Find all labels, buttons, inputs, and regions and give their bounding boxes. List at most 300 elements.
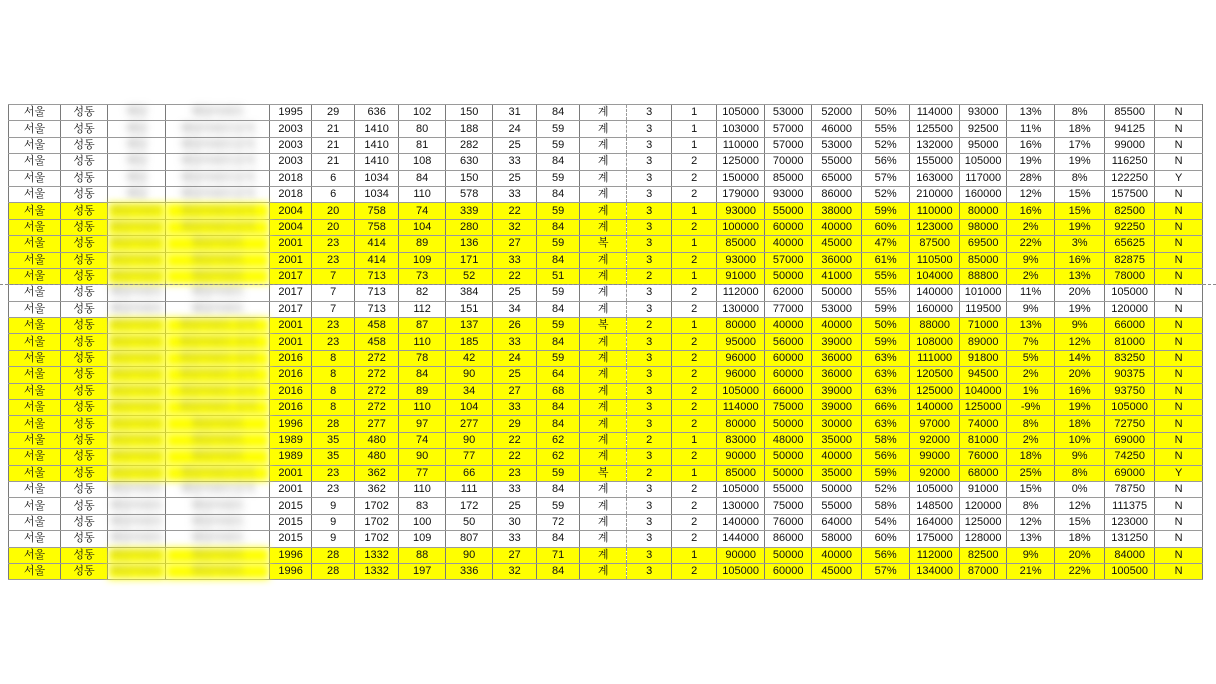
cell-age[interactable]: 9: [312, 514, 355, 530]
cell-floors[interactable]: 27: [493, 236, 537, 252]
cell-type[interactable]: 계: [580, 203, 627, 219]
cell-type[interactable]: 계: [580, 400, 627, 416]
cell-rooms[interactable]: 3: [627, 400, 672, 416]
cell-price3[interactable]: 55000: [812, 154, 862, 170]
cell-price4[interactable]: 110000: [910, 203, 960, 219]
cell-name1[interactable]: 해당아파트: [108, 236, 166, 252]
cell-price1[interactable]: 90000: [717, 449, 765, 465]
cell-price5[interactable]: 74000: [960, 416, 1007, 432]
cell-rooms[interactable]: 2: [627, 318, 672, 334]
cell-city[interactable]: 서울: [9, 121, 61, 137]
cell-floors[interactable]: 23: [493, 465, 537, 481]
cell-age[interactable]: 29: [312, 105, 355, 121]
cell-age[interactable]: 23: [312, 334, 355, 350]
cell-price6[interactable]: 157500: [1105, 186, 1155, 202]
cell-name2[interactable]: 해당아파트: [166, 416, 270, 432]
cell-ratio1[interactable]: 59%: [862, 301, 910, 317]
cell-name1[interactable]: 해당아파트: [108, 203, 166, 219]
cell-price5[interactable]: 125000: [960, 400, 1007, 416]
cell-price2[interactable]: 62000: [765, 285, 812, 301]
cell-households[interactable]: 758: [355, 219, 399, 235]
cell-city[interactable]: 서울: [9, 268, 61, 284]
cell-city[interactable]: 서울: [9, 137, 61, 153]
cell-households[interactable]: 1332: [355, 547, 399, 563]
cell-age[interactable]: 6: [312, 186, 355, 202]
cell-pct2[interactable]: 20%: [1055, 285, 1105, 301]
cell-city[interactable]: 서울: [9, 400, 61, 416]
cell-price4[interactable]: 163000: [910, 170, 960, 186]
cell-price5[interactable]: 98000: [960, 219, 1007, 235]
cell-age[interactable]: 7: [312, 301, 355, 317]
cell-type[interactable]: 계: [580, 170, 627, 186]
cell-price4[interactable]: 140000: [910, 285, 960, 301]
cell-price5[interactable]: 120000: [960, 498, 1007, 514]
cell-price5[interactable]: 76000: [960, 449, 1007, 465]
cell-name2[interactable]: 해당아파트단지: [166, 219, 270, 235]
cell-dong[interactable]: 성동: [61, 465, 108, 481]
cell-dong[interactable]: 성동: [61, 531, 108, 547]
cell-pct2[interactable]: 18%: [1055, 416, 1105, 432]
cell-year[interactable]: 2001: [270, 465, 312, 481]
cell-name2[interactable]: 해당아파트: [166, 285, 270, 301]
cell-name2[interactable]: 해당아파트단지: [166, 170, 270, 186]
cell-name1[interactable]: 해당아파트: [108, 547, 166, 563]
cell-pct2[interactable]: 17%: [1055, 137, 1105, 153]
cell-name2[interactable]: 해당아파트: [166, 105, 270, 121]
cell-ratio1[interactable]: 47%: [862, 236, 910, 252]
cell-pct2[interactable]: 10%: [1055, 432, 1105, 448]
cell-pct1[interactable]: 9%: [1007, 252, 1055, 268]
cell-dong[interactable]: 성동: [61, 301, 108, 317]
cell-pct1[interactable]: 11%: [1007, 285, 1055, 301]
cell-ratio1[interactable]: 57%: [862, 563, 910, 579]
cell-floors[interactable]: 33: [493, 252, 537, 268]
cell-year[interactable]: 2015: [270, 514, 312, 530]
cell-rooms[interactable]: 3: [627, 334, 672, 350]
cell-pct2[interactable]: 3%: [1055, 236, 1105, 252]
cell-pct2[interactable]: 9%: [1055, 449, 1105, 465]
cell-price4[interactable]: 97000: [910, 416, 960, 432]
cell-area_m2[interactable]: 84: [399, 367, 446, 383]
cell-price6[interactable]: 83250: [1105, 350, 1155, 366]
cell-type[interactable]: 계: [580, 547, 627, 563]
cell-area_m2[interactable]: 90: [399, 449, 446, 465]
cell-pct2[interactable]: 14%: [1055, 350, 1105, 366]
cell-age[interactable]: 21: [312, 154, 355, 170]
cell-floors[interactable]: 33: [493, 334, 537, 350]
cell-price5[interactable]: 68000: [960, 465, 1007, 481]
cell-price1[interactable]: 140000: [717, 514, 765, 530]
cell-name2[interactable]: 해당아파트단지: [166, 186, 270, 202]
cell-flag[interactable]: N: [1155, 219, 1203, 235]
cell-households[interactable]: 480: [355, 449, 399, 465]
cell-pct1[interactable]: 13%: [1007, 531, 1055, 547]
cell-year[interactable]: 1989: [270, 449, 312, 465]
cell-area_py[interactable]: 84: [537, 563, 580, 579]
cell-year[interactable]: 2015: [270, 531, 312, 547]
cell-area_py[interactable]: 84: [537, 481, 580, 497]
cell-area_m2[interactable]: 197: [399, 563, 446, 579]
cell-pct1[interactable]: 9%: [1007, 301, 1055, 317]
cell-area_m2[interactable]: 112: [399, 301, 446, 317]
cell-price2[interactable]: 50000: [765, 465, 812, 481]
cell-ratio1[interactable]: 63%: [862, 367, 910, 383]
cell-ratio1[interactable]: 55%: [862, 268, 910, 284]
cell-floors[interactable]: 30: [493, 514, 537, 530]
cell-rooms[interactable]: 3: [627, 203, 672, 219]
cell-flag[interactable]: N: [1155, 449, 1203, 465]
cell-price3[interactable]: 58000: [812, 531, 862, 547]
cell-age[interactable]: 23: [312, 318, 355, 334]
cell-age[interactable]: 8: [312, 400, 355, 416]
cell-dong[interactable]: 성동: [61, 252, 108, 268]
cell-ratio1[interactable]: 55%: [862, 285, 910, 301]
cell-floors[interactable]: 32: [493, 563, 537, 579]
cell-price2[interactable]: 55000: [765, 203, 812, 219]
cell-name1[interactable]: 해당: [108, 105, 166, 121]
cell-pct2[interactable]: 8%: [1055, 105, 1105, 121]
cell-area_py[interactable]: 59: [537, 318, 580, 334]
cell-price4[interactable]: 88000: [910, 318, 960, 334]
cell-households[interactable]: 414: [355, 236, 399, 252]
cell-floors[interactable]: 22: [493, 432, 537, 448]
cell-name2[interactable]: 해당아파트단지: [166, 137, 270, 153]
cell-name2[interactable]: 해당아파트 단지: [166, 400, 270, 416]
cell-price4[interactable]: 104000: [910, 268, 960, 284]
cell-price5[interactable]: 80000: [960, 203, 1007, 219]
cell-count[interactable]: 111: [446, 481, 493, 497]
cell-name1[interactable]: 해당아파트: [108, 449, 166, 465]
cell-price6[interactable]: 74250: [1105, 449, 1155, 465]
cell-area_py[interactable]: 59: [537, 137, 580, 153]
cell-dong[interactable]: 성동: [61, 203, 108, 219]
cell-households[interactable]: 1410: [355, 137, 399, 153]
cell-price2[interactable]: 40000: [765, 236, 812, 252]
cell-floors[interactable]: 27: [493, 383, 537, 399]
cell-price3[interactable]: 50000: [812, 481, 862, 497]
cell-flag[interactable]: N: [1155, 514, 1203, 530]
cell-count[interactable]: 77: [446, 449, 493, 465]
cell-floors[interactable]: 22: [493, 268, 537, 284]
cell-price2[interactable]: 70000: [765, 154, 812, 170]
cell-price4[interactable]: 105000: [910, 481, 960, 497]
cell-flag[interactable]: N: [1155, 186, 1203, 202]
cell-price4[interactable]: 112000: [910, 547, 960, 563]
cell-price1[interactable]: 96000: [717, 367, 765, 383]
cell-age[interactable]: 28: [312, 563, 355, 579]
cell-households[interactable]: 1702: [355, 514, 399, 530]
cell-year[interactable]: 2003: [270, 121, 312, 137]
cell-flag[interactable]: N: [1155, 498, 1203, 514]
cell-age[interactable]: 23: [312, 481, 355, 497]
cell-count[interactable]: 188: [446, 121, 493, 137]
cell-price1[interactable]: 150000: [717, 170, 765, 186]
cell-flag[interactable]: Y: [1155, 170, 1203, 186]
cell-area_m2[interactable]: 104: [399, 219, 446, 235]
cell-price5[interactable]: 69500: [960, 236, 1007, 252]
cell-price3[interactable]: 53000: [812, 301, 862, 317]
cell-baths[interactable]: 2: [672, 498, 717, 514]
cell-type[interactable]: 계: [580, 301, 627, 317]
cell-year[interactable]: 2004: [270, 203, 312, 219]
cell-price5[interactable]: 94500: [960, 367, 1007, 383]
cell-count[interactable]: 171: [446, 252, 493, 268]
cell-price2[interactable]: 60000: [765, 367, 812, 383]
cell-floors[interactable]: 25: [493, 285, 537, 301]
cell-type[interactable]: 계: [580, 531, 627, 547]
cell-dong[interactable]: 성동: [61, 219, 108, 235]
cell-floors[interactable]: 24: [493, 350, 537, 366]
cell-area_m2[interactable]: 80: [399, 121, 446, 137]
cell-count[interactable]: 185: [446, 334, 493, 350]
cell-price4[interactable]: 160000: [910, 301, 960, 317]
cell-pct2[interactable]: 16%: [1055, 252, 1105, 268]
cell-baths[interactable]: 1: [672, 105, 717, 121]
cell-price1[interactable]: 80000: [717, 416, 765, 432]
cell-pct1[interactable]: 1%: [1007, 383, 1055, 399]
cell-floors[interactable]: 27: [493, 547, 537, 563]
cell-area_m2[interactable]: 89: [399, 383, 446, 399]
cell-age[interactable]: 9: [312, 531, 355, 547]
cell-price6[interactable]: 65625: [1105, 236, 1155, 252]
cell-price6[interactable]: 84000: [1105, 547, 1155, 563]
cell-city[interactable]: 서울: [9, 154, 61, 170]
cell-city[interactable]: 서울: [9, 432, 61, 448]
cell-price2[interactable]: 60000: [765, 563, 812, 579]
cell-rooms[interactable]: 3: [627, 547, 672, 563]
cell-dong[interactable]: 성동: [61, 367, 108, 383]
cell-price5[interactable]: 125000: [960, 514, 1007, 530]
cell-households[interactable]: 758: [355, 203, 399, 219]
cell-area_py[interactable]: 84: [537, 416, 580, 432]
cell-households[interactable]: 480: [355, 432, 399, 448]
cell-flag[interactable]: N: [1155, 236, 1203, 252]
cell-pct1[interactable]: 9%: [1007, 547, 1055, 563]
cell-price3[interactable]: 40000: [812, 219, 862, 235]
cell-price4[interactable]: 87500: [910, 236, 960, 252]
cell-type[interactable]: 계: [580, 219, 627, 235]
cell-pct1[interactable]: 11%: [1007, 121, 1055, 137]
cell-baths[interactable]: 2: [672, 449, 717, 465]
cell-price6[interactable]: 111375: [1105, 498, 1155, 514]
cell-rooms[interactable]: 3: [627, 563, 672, 579]
cell-price1[interactable]: 179000: [717, 186, 765, 202]
cell-ratio1[interactable]: 63%: [862, 383, 910, 399]
cell-price1[interactable]: 110000: [717, 137, 765, 153]
cell-dong[interactable]: 성동: [61, 383, 108, 399]
cell-price2[interactable]: 86000: [765, 531, 812, 547]
cell-price3[interactable]: 40000: [812, 449, 862, 465]
cell-price1[interactable]: 100000: [717, 219, 765, 235]
cell-households[interactable]: 713: [355, 268, 399, 284]
cell-price5[interactable]: 101000: [960, 285, 1007, 301]
cell-city[interactable]: 서울: [9, 514, 61, 530]
cell-city[interactable]: 서울: [9, 170, 61, 186]
cell-flag[interactable]: N: [1155, 105, 1203, 121]
cell-floors[interactable]: 31: [493, 105, 537, 121]
cell-name2[interactable]: 해당아파트: [166, 498, 270, 514]
cell-households[interactable]: 1332: [355, 563, 399, 579]
cell-name1[interactable]: 해당아파트: [108, 285, 166, 301]
cell-name2[interactable]: 해당아파트단지: [166, 203, 270, 219]
cell-area_m2[interactable]: 109: [399, 531, 446, 547]
cell-type[interactable]: 계: [580, 121, 627, 137]
cell-floors[interactable]: 33: [493, 481, 537, 497]
cell-count[interactable]: 52: [446, 268, 493, 284]
cell-baths[interactable]: 1: [672, 318, 717, 334]
cell-price1[interactable]: 130000: [717, 498, 765, 514]
cell-pct2[interactable]: 18%: [1055, 121, 1105, 137]
cell-type[interactable]: 계: [580, 563, 627, 579]
cell-name2[interactable]: 해당아파트: [166, 301, 270, 317]
cell-city[interactable]: 서울: [9, 367, 61, 383]
cell-price2[interactable]: 66000: [765, 383, 812, 399]
cell-floors[interactable]: 33: [493, 400, 537, 416]
cell-baths[interactable]: 2: [672, 154, 717, 170]
cell-type[interactable]: 계: [580, 186, 627, 202]
cell-count[interactable]: 280: [446, 219, 493, 235]
cell-ratio1[interactable]: 60%: [862, 531, 910, 547]
cell-baths[interactable]: 2: [672, 186, 717, 202]
cell-price3[interactable]: 39000: [812, 400, 862, 416]
cell-price6[interactable]: 131250: [1105, 531, 1155, 547]
cell-age[interactable]: 23: [312, 236, 355, 252]
cell-price1[interactable]: 95000: [717, 334, 765, 350]
cell-pct1[interactable]: 5%: [1007, 350, 1055, 366]
cell-city[interactable]: 서울: [9, 498, 61, 514]
cell-pct2[interactable]: 15%: [1055, 514, 1105, 530]
cell-year[interactable]: 2001: [270, 481, 312, 497]
cell-price1[interactable]: 114000: [717, 400, 765, 416]
cell-price3[interactable]: 36000: [812, 350, 862, 366]
cell-price1[interactable]: 85000: [717, 465, 765, 481]
cell-name1[interactable]: 해당아파트: [108, 416, 166, 432]
cell-pct1[interactable]: 2%: [1007, 432, 1055, 448]
cell-price2[interactable]: 75000: [765, 498, 812, 514]
cell-city[interactable]: 서울: [9, 105, 61, 121]
cell-price6[interactable]: 72750: [1105, 416, 1155, 432]
cell-price4[interactable]: 155000: [910, 154, 960, 170]
cell-pct1[interactable]: 2%: [1007, 367, 1055, 383]
cell-rooms[interactable]: 3: [627, 416, 672, 432]
cell-rooms[interactable]: 3: [627, 383, 672, 399]
cell-flag[interactable]: N: [1155, 334, 1203, 350]
cell-type[interactable]: 복: [580, 318, 627, 334]
cell-price2[interactable]: 57000: [765, 137, 812, 153]
cell-year[interactable]: 1996: [270, 547, 312, 563]
cell-count[interactable]: 90: [446, 432, 493, 448]
cell-pct2[interactable]: 8%: [1055, 465, 1105, 481]
cell-price3[interactable]: 50000: [812, 285, 862, 301]
cell-flag[interactable]: N: [1155, 285, 1203, 301]
cell-ratio1[interactable]: 66%: [862, 400, 910, 416]
cell-price2[interactable]: 40000: [765, 318, 812, 334]
cell-baths[interactable]: 1: [672, 137, 717, 153]
cell-count[interactable]: 339: [446, 203, 493, 219]
cell-age[interactable]: 6: [312, 170, 355, 186]
cell-flag[interactable]: N: [1155, 531, 1203, 547]
cell-flag[interactable]: N: [1155, 318, 1203, 334]
cell-floors[interactable]: 32: [493, 219, 537, 235]
cell-area_m2[interactable]: 110: [399, 334, 446, 350]
cell-price3[interactable]: 39000: [812, 383, 862, 399]
cell-price2[interactable]: 48000: [765, 432, 812, 448]
cell-city[interactable]: 서울: [9, 383, 61, 399]
cell-baths[interactable]: 2: [672, 400, 717, 416]
cell-price5[interactable]: 81000: [960, 432, 1007, 448]
cell-floors[interactable]: 25: [493, 137, 537, 153]
cell-floors[interactable]: 22: [493, 203, 537, 219]
cell-pct2[interactable]: 0%: [1055, 481, 1105, 497]
cell-ratio1[interactable]: 59%: [862, 334, 910, 350]
cell-pct1[interactable]: 15%: [1007, 481, 1055, 497]
cell-flag[interactable]: N: [1155, 252, 1203, 268]
cell-price2[interactable]: 85000: [765, 170, 812, 186]
cell-price2[interactable]: 75000: [765, 400, 812, 416]
cell-price6[interactable]: 90375: [1105, 367, 1155, 383]
cell-age[interactable]: 23: [312, 252, 355, 268]
cell-price2[interactable]: 77000: [765, 301, 812, 317]
cell-name2[interactable]: 해당아파트단지: [166, 154, 270, 170]
cell-price5[interactable]: 92500: [960, 121, 1007, 137]
cell-households[interactable]: 272: [355, 367, 399, 383]
cell-price3[interactable]: 64000: [812, 514, 862, 530]
cell-price6[interactable]: 78750: [1105, 481, 1155, 497]
cell-name1[interactable]: 해당아파트: [108, 252, 166, 268]
cell-baths[interactable]: 2: [672, 334, 717, 350]
cell-ratio1[interactable]: 59%: [862, 465, 910, 481]
cell-baths[interactable]: 2: [672, 563, 717, 579]
cell-pct2[interactable]: 22%: [1055, 563, 1105, 579]
cell-ratio1[interactable]: 55%: [862, 121, 910, 137]
cell-pct2[interactable]: 8%: [1055, 170, 1105, 186]
cell-age[interactable]: 9: [312, 498, 355, 514]
cell-price3[interactable]: 46000: [812, 121, 862, 137]
cell-pct2[interactable]: 16%: [1055, 383, 1105, 399]
cell-name1[interactable]: 해당아파트: [108, 481, 166, 497]
cell-type[interactable]: 복: [580, 236, 627, 252]
cell-flag[interactable]: Y: [1155, 465, 1203, 481]
cell-price2[interactable]: 53000: [765, 105, 812, 121]
cell-dong[interactable]: 성동: [61, 318, 108, 334]
cell-dong[interactable]: 성동: [61, 236, 108, 252]
cell-price5[interactable]: 93000: [960, 105, 1007, 121]
cell-baths[interactable]: 2: [672, 367, 717, 383]
cell-area_py[interactable]: 84: [537, 186, 580, 202]
cell-year[interactable]: 2015: [270, 498, 312, 514]
cell-name2[interactable]: 해당아파트: [166, 563, 270, 579]
cell-city[interactable]: 서울: [9, 350, 61, 366]
cell-name2[interactable]: 해당아파트 단지: [166, 350, 270, 366]
cell-rooms[interactable]: 2: [627, 465, 672, 481]
cell-pct1[interactable]: 19%: [1007, 154, 1055, 170]
cell-area_py[interactable]: 84: [537, 531, 580, 547]
cell-name1[interactable]: 해당아파트: [108, 498, 166, 514]
cell-type[interactable]: 계: [580, 350, 627, 366]
cell-ratio1[interactable]: 54%: [862, 514, 910, 530]
cell-price6[interactable]: 99000: [1105, 137, 1155, 153]
cell-age[interactable]: 8: [312, 383, 355, 399]
cell-area_py[interactable]: 84: [537, 400, 580, 416]
cell-dong[interactable]: 성동: [61, 432, 108, 448]
cell-age[interactable]: 8: [312, 367, 355, 383]
cell-pct1[interactable]: -9%: [1007, 400, 1055, 416]
cell-price2[interactable]: 60000: [765, 350, 812, 366]
cell-age[interactable]: 8: [312, 350, 355, 366]
cell-price4[interactable]: 111000: [910, 350, 960, 366]
cell-dong[interactable]: 성동: [61, 121, 108, 137]
cell-price4[interactable]: 125500: [910, 121, 960, 137]
